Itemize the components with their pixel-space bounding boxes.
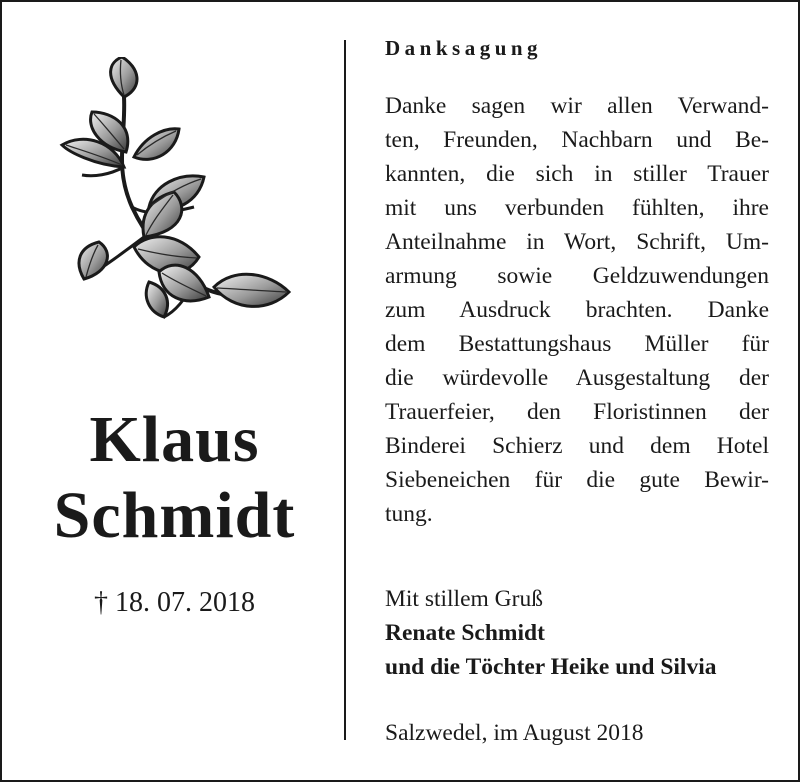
closing-block bbox=[385, 582, 785, 684]
body-line: Danke sagen wir allen Verwand- bbox=[385, 93, 769, 119]
body-line: Trauerfeier, den Floristinnen der bbox=[385, 399, 769, 425]
body-line: zum Ausdruck brachten. Danke bbox=[385, 297, 769, 323]
body-line: Anteilnahme in Wort, Schrift, Um- bbox=[385, 229, 769, 255]
body-line: die würdevolle Ausgestaltung der bbox=[385, 365, 769, 391]
body-line: armung sowie Geldzuwendungen bbox=[385, 263, 769, 289]
body-line: tung. bbox=[385, 501, 433, 527]
signer-family: und die Töchter Heike und Silvia bbox=[385, 654, 717, 680]
deceased-last-name: Schmidt bbox=[53, 479, 296, 552]
left-column bbox=[2, 2, 347, 780]
body-line: Siebeneichen für die gute Bewir- bbox=[385, 467, 769, 493]
body-line: dem Bestattungshaus Müller für bbox=[385, 331, 769, 357]
deceased-first-name: Klaus bbox=[89, 403, 260, 476]
body-line: ten, Freunden, Nachbarn und Be- bbox=[385, 127, 769, 153]
body-line: mit uns verbunden fühlten, ihre bbox=[385, 195, 769, 221]
body-line: Binderei Schierz und dem Hotel bbox=[385, 433, 769, 459]
column-divider bbox=[344, 40, 346, 740]
greeting: Mit stillem Gruß bbox=[385, 586, 543, 612]
ivy-branch-icon bbox=[54, 57, 299, 357]
place-date: Salzwedel, im August 2018 bbox=[385, 720, 644, 746]
heading: Danksagung bbox=[385, 36, 543, 60]
signer-name: Renate Schmidt bbox=[385, 620, 545, 646]
thank-you-text bbox=[385, 89, 769, 531]
death-date: † 18. 07. 2018 bbox=[94, 587, 255, 618]
body-line: kannten, die sich in stiller Trauer bbox=[385, 161, 769, 187]
right-column bbox=[385, 34, 769, 531]
